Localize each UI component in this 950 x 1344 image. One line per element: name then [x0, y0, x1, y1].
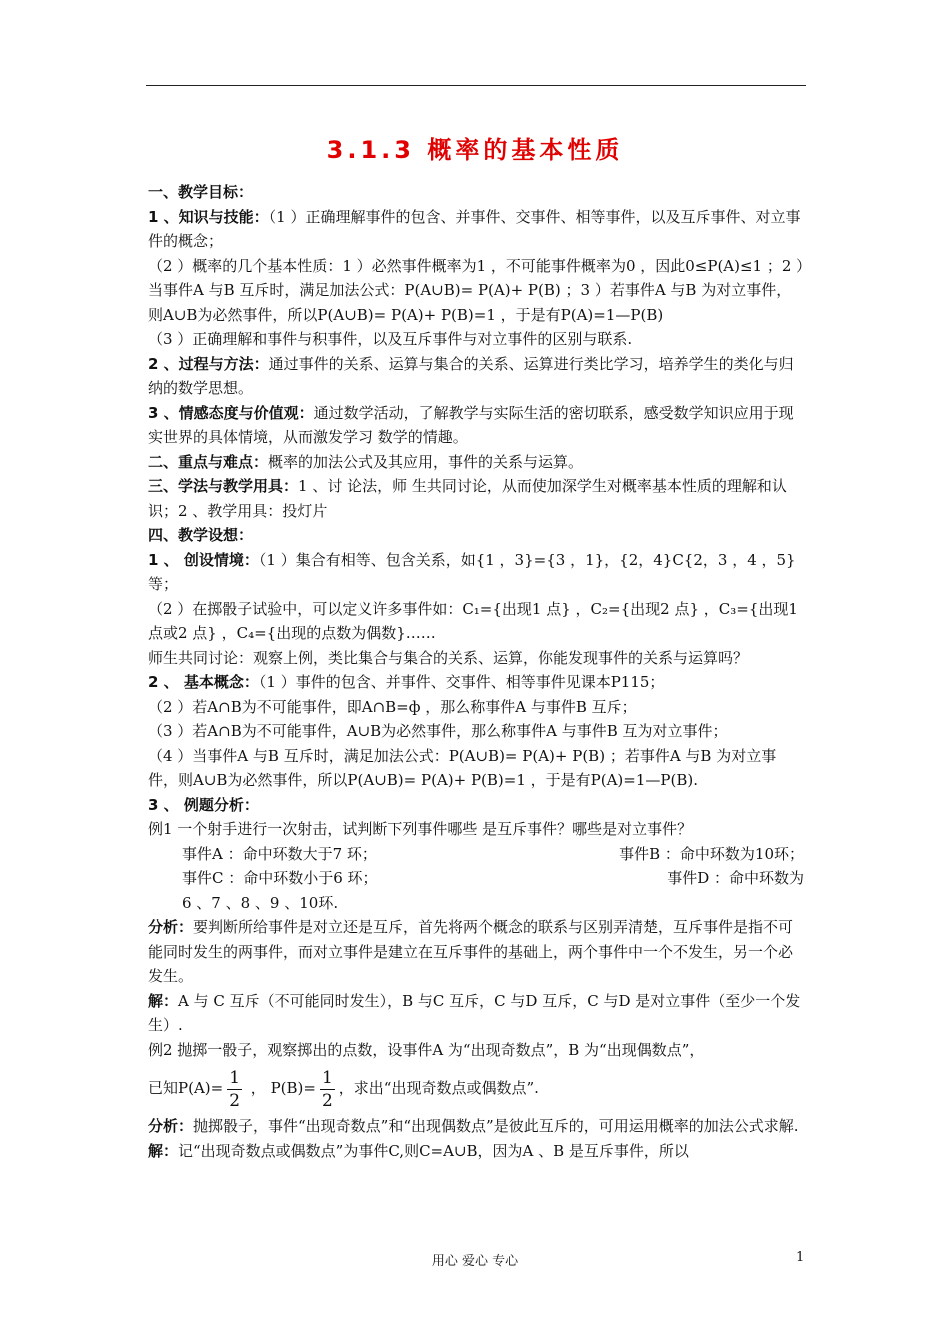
paragraph: [148, 1114, 804, 1139]
inline-heading: 1 、 创设情境：: [148, 550, 259, 569]
section-heading: 一、教学目标：: [148, 183, 254, 201]
event-d: 事件D ：命中环数为: [667, 869, 804, 887]
fraction-pb: [320, 1067, 335, 1112]
formula-text: ， P(B)=: [246, 1079, 316, 1097]
inline-heading: 2 、 基本概念：: [148, 673, 259, 691]
paragraph-text: （1 ）集合有相等、包含关系，如{1 ，3}={3 ，1}，{2，4}C{2，3 ，4 ，5}等；: [148, 550, 796, 593]
fraction-numerator: 1: [321, 1067, 333, 1088]
fraction-denominator: 2: [321, 1090, 333, 1111]
page-number: 1: [796, 1250, 805, 1265]
formula-text: ，求出“出现奇数点或偶数点”.: [338, 1079, 539, 1097]
paragraph: （2 ）在掷骰子试验中，可以定义许多事件如：C₁={出现1 点} ，C₂={出现2 点} ，C₃={出现1 点或2 点} ，C₄={出现的点数为偶数}……: [148, 599, 798, 642]
formula-line: [148, 1062, 804, 1114]
paragraph: 例1 一个射手进行一次射击，试判断下列事件哪些 是互斥事件？哪些是对立事件？: [148, 820, 693, 838]
paragraph: （2 ）概率的几个基本性质：1 ）必然事件概率为1 ，不可能事件概率为0 ，因此0≤P(A)≤1 ；2 ）当事件A 与B 互斥时，满足加法公式：P(A∪B)= P(A)+ P(B) ；3 ）若事件A 与B 为对立事件，则A∪B为必然事件，所以P(A∪B)= P(A)+ P(B)=1 ，于是有P(A)=1—P(B): [148, 256, 804, 324]
inline-heading: 2 、过程与方法：: [148, 354, 269, 373]
paragraph: 例2 抛掷一骰子，观察掷出的点数，设事件A 为“出现奇数点”，B 为“出现偶数点”，: [148, 1040, 705, 1059]
paragraph: （2 ）若A∩B为不可能事件，即A∩B=ф ，那么称事件A 与事件B 互斥；: [148, 697, 637, 716]
event-values: 6 、7 、8 、9 、10环.: [182, 893, 339, 912]
paragraph: [148, 401, 804, 450]
event-a: 事件A ：命中环数大于7 环；: [182, 844, 377, 863]
inline-heading: 二、重点与难点：: [148, 452, 269, 471]
event-line: [148, 866, 804, 891]
section-heading: 3 、 例题分析：: [148, 795, 259, 814]
paragraph: （3 ）正确理解和事件与积事件，以及互斥事件与对立事件的区别与联系.: [148, 330, 633, 348]
page-title: 3.1.3 概率的基本性质: [326, 136, 624, 164]
fraction-numerator: 1: [229, 1067, 241, 1088]
inline-heading: 解：: [148, 991, 179, 1010]
inline-heading: 分析：: [148, 918, 194, 936]
fraction-denominator: 2: [229, 1090, 241, 1111]
inline-heading: 分析：: [148, 1117, 194, 1135]
event-line: [148, 842, 804, 867]
paragraph-text: A 与 C 互斥（不可能同时发生），B 与C 互斥，C 与D 互斥，C 与D 是对立事件（至少一个发生）.: [148, 991, 801, 1034]
paragraph-text: 概率的加法公式及其应用，事件的关系与运算。: [268, 452, 584, 471]
inline-heading: 1 、知识与技能：: [148, 207, 269, 226]
document-body: [148, 180, 804, 1163]
footer-motto: 用心 爱心 专心: [431, 1254, 519, 1269]
paragraph: （4 ）当事件A 与B 互斥时，满足加法公式：P(A∪B)= P(A)+ P(B) ；若事件A 与B 为对立事件，则A∪B为必然事件，所以P(A∪B)= P(A)+ P(B)=1 ，于是有P(A)=1—P(B).: [148, 746, 777, 789]
paragraph: [148, 352, 804, 401]
section-heading: 四、教学设想：: [148, 526, 254, 544]
paragraph-text: （1 ）正确理解事件的包含、并事件、交事件、相等事件，以及互斥事件、对立事件的概念；: [148, 207, 801, 250]
paragraph-text: 要判断所给事件是对立还是互斥，首先将两个概念的联系与区别弄清楚，互斥事件是指不可能同时发生的两事件，而对立事件是建立在互斥事件的基础上，两个事件中一个不发生，另一个必发生。: [148, 918, 794, 985]
paragraph: [148, 989, 804, 1038]
paragraph-text: （1 ）事件的包含、并事件、交事件、相等事件见课本P115；: [258, 673, 665, 691]
paragraph: [148, 1139, 804, 1164]
paragraph: [148, 205, 804, 254]
paragraph-text: 通过事件的关系、运算与集合的关系、运算进行类比学习，培养学生的类化与归纳的数学思想。: [148, 354, 794, 397]
header-rule: [146, 85, 806, 86]
paragraph: [148, 474, 804, 523]
event-c: 事件C ：命中环数小于6 环；: [182, 869, 378, 887]
fraction-pa: [227, 1067, 242, 1112]
paragraph: [148, 450, 804, 475]
paragraph: [148, 670, 804, 695]
paragraph: [148, 915, 804, 989]
event-b: 事件B ：命中环数为10环；: [619, 844, 804, 863]
paragraph-text: 通过数学活动，了解教学与实际生活的密切联系，感受数学知识应用于现实世界的具体情境，从而激发学习 数学的情趣。: [148, 403, 794, 446]
paragraph-text: 记“出现奇数点或偶数点”为事件C,则C=A∪B，因为A 、B 是互斥事件，所以: [178, 1141, 689, 1160]
inline-heading: 解：: [148, 1141, 179, 1160]
inline-heading: 3 、情感态度与价值观：: [148, 403, 314, 422]
inline-heading: 三、学法与教学用具：: [148, 477, 299, 495]
paragraph: （3 ）若A∩B为不可能事件，A∪B为必然事件，那么称事件A 与事件B 互为对立事件；: [148, 722, 728, 740]
paragraph: [148, 548, 804, 597]
paragraph: 师生共同讨论：观察上例，类比集合与集合的关系、运算，你能发现事件的关系与运算吗？: [148, 648, 749, 667]
paragraph-text: 1 、讨 论法，师 生共同讨论，从而使加深学生对概率基本性质的理解和认识；2 、教学用具：投灯片: [148, 477, 787, 520]
formula-text: 已知P(A)=: [148, 1079, 224, 1097]
paragraph-text: 抛掷骰子，事件“出现奇数点”和“出现偶数点”是彼此互斥的，可用运用概率的加法公式求解.: [193, 1117, 799, 1135]
